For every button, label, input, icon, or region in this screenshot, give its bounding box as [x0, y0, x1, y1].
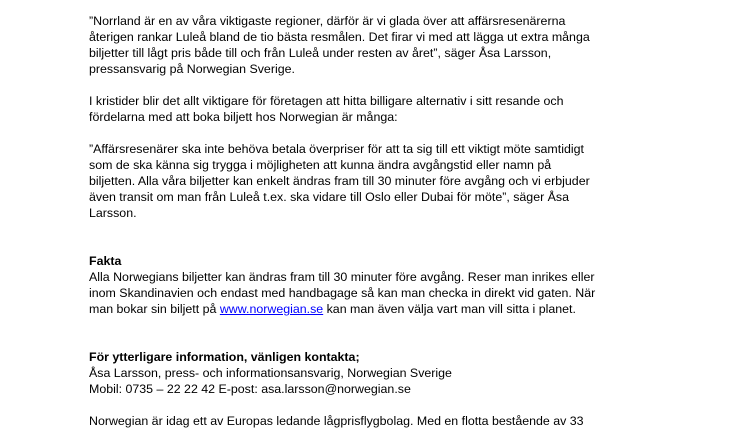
contact-name-line: Åsa Larsson, press- och informationsansvarig, Norwegian Sverige — [89, 366, 452, 380]
text-line: I kristider blir det allt viktigare för företagen att hitta billigare alternativ i sitt resande och — [89, 94, 564, 108]
text-line: biljetter till lågt pris både till och från Luleå under resten av året”, säger Åsa Larsson, — [89, 46, 552, 60]
text-line: biljetten. Alla våra biljetter kan enkelt ändras fram till 30 minuter före avgång och vi erbjuder — [89, 174, 590, 188]
text-line: Larsson. — [89, 206, 137, 220]
quote-paragraph-1 — [89, 13, 729, 77]
quote-paragraph-2 — [89, 141, 729, 221]
paragraph-spacer — [89, 125, 729, 141]
text-line: ”Affärsresenärer ska inte behöva betala överpriser för att ta sig till ett viktigt möte samtidigt — [89, 142, 584, 156]
contact-section — [89, 349, 729, 397]
contact-heading: För ytterligare information, vänligen kontakta; — [89, 350, 360, 364]
text-line-with-link — [89, 301, 729, 317]
paragraph-spacer — [89, 397, 729, 413]
document-page — [89, 13, 729, 429]
link-prefix: man bokar sin biljett på — [89, 302, 220, 316]
fakta-section — [89, 253, 729, 317]
paragraph-spacer — [89, 221, 729, 253]
text-line: inom Skandinavien och endast med handbagage så kan man checka in direkt vid gaten. När — [89, 286, 596, 300]
contact-phone-email-line: Mobil: 0735 – 22 22 42 E-post: asa.larsson@norwegian.se — [89, 382, 411, 396]
intro-paragraph — [89, 93, 729, 125]
text-line: fördelarna med att boka biljett hos Norwegian är många: — [89, 110, 398, 124]
norwegian-website-link[interactable]: www.norwegian.se — [219, 302, 324, 316]
text-line: ”Norrland är en av våra viktigaste regioner, därför är vi glada över att affärsresenärerna — [89, 14, 566, 28]
fakta-heading: Fakta — [89, 254, 122, 268]
text-line: Norwegian är idag ett av Europas ledande lågprisflygbolag. Med en flotta bestående av 33 — [89, 414, 584, 428]
text-line: Alla Norwegians biljetter kan ändras fram till 30 minuter före avgång. Reser man inrikes eller — [89, 270, 595, 284]
link-suffix: kan man även välja vart man vill sitta i planet. — [323, 302, 576, 316]
text-line: som de ska känna sig trygga i möjligheten att kunna ändra avgångstid eller namn på — [89, 158, 552, 172]
paragraph-spacer — [89, 317, 729, 349]
footer-paragraph — [89, 413, 729, 429]
paragraph-spacer — [89, 77, 729, 93]
text-line: pressansvarig på Norwegian Sverige. — [89, 62, 295, 76]
text-line: även transit om man från Luleå t.ex. ska vidare till Oslo eller Dubai för möte”, säger Åsa — [89, 190, 570, 204]
text-line: återigen rankar Luleå bland de tio bästa resmålen. Det firar vi med att lägga ut extra många — [89, 30, 590, 44]
